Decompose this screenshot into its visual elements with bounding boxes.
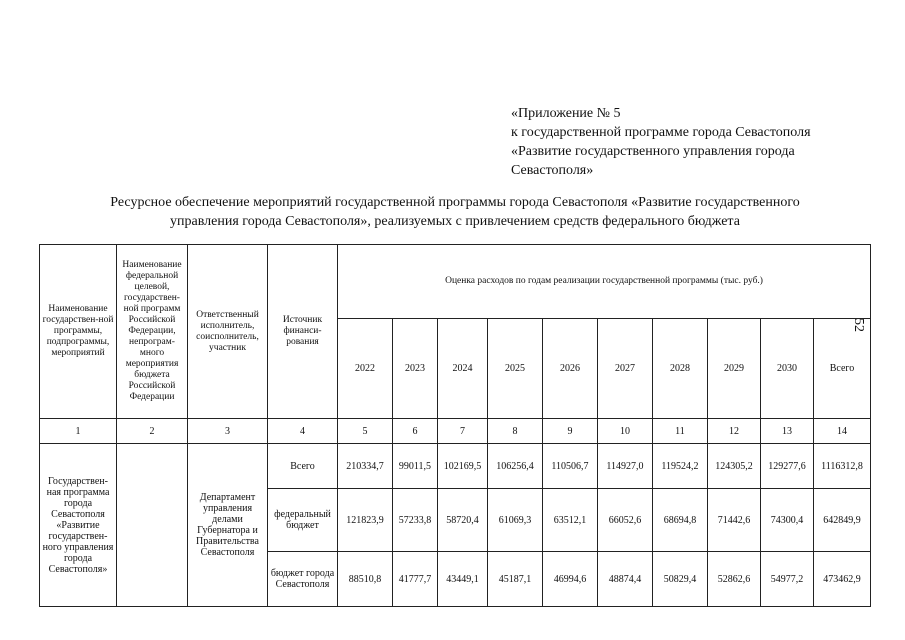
funding-source-cell: федеральный бюджет	[268, 489, 338, 552]
value-cell: 45187,1	[488, 552, 543, 607]
column-number: 11	[653, 419, 708, 444]
title-line-1: Ресурсное обеспечение мероприятий государственной программы города Севастополя «Развитие государственного	[110, 195, 800, 210]
value-cell: 129277,6	[761, 444, 814, 489]
value-cell: 124305,2	[708, 444, 761, 489]
value-cell: 61069,3	[488, 489, 543, 552]
appendix-header	[511, 104, 891, 180]
column-number: 10	[598, 419, 653, 444]
header-funding-source: Источник финанси-рования	[268, 245, 338, 419]
column-number: 12	[708, 419, 761, 444]
resource-table	[39, 244, 871, 607]
document-title	[40, 193, 870, 231]
value-cell: 74300,4	[761, 489, 814, 552]
value-cell: 66052,6	[598, 489, 653, 552]
value-cell: 121823,9	[338, 489, 393, 552]
appendix-line-3: «Развитие государственного управления города	[511, 144, 795, 159]
value-cell: 48874,4	[598, 552, 653, 607]
header-cost-estimate: Оценка расходов по годам реализации государственной программы (тыс. руб.)	[338, 245, 871, 319]
program-name-cell: Государствен-ная программа города Севастополя «Развитие государствен-ного управления города Севастополя»	[40, 444, 117, 607]
value-cell: 88510,8	[338, 552, 393, 607]
funding-source-cell: бюджет города Севастополя	[268, 552, 338, 607]
appendix-line-1: «Приложение № 5	[511, 106, 621, 121]
total-cell: 1116312,8	[814, 444, 871, 489]
header-year: 2026	[543, 319, 598, 419]
column-number: 13	[761, 419, 814, 444]
funding-source-cell: Всего	[268, 444, 338, 489]
column-number: 9	[543, 419, 598, 444]
value-cell: 114927,0	[598, 444, 653, 489]
header-year: 2024	[438, 319, 488, 419]
value-cell: 50829,4	[653, 552, 708, 607]
column-number: 6	[393, 419, 438, 444]
value-cell: 63512,1	[543, 489, 598, 552]
responsible-cell: Департамент управления делами Губернатора и Правительства Севастополя	[188, 444, 268, 607]
appendix-line-2: к государственной программе города Севастополя	[511, 125, 811, 140]
header-year: 2029	[708, 319, 761, 419]
column-number: 1	[40, 419, 117, 444]
value-cell: 119524,2	[653, 444, 708, 489]
total-cell: 642849,9	[814, 489, 871, 552]
header-program-name: Наименование государствен-ной программы, подпрограммы, мероприятий	[40, 245, 117, 419]
value-cell: 57233,8	[393, 489, 438, 552]
header-year: 2023	[393, 319, 438, 419]
value-cell: 68694,8	[653, 489, 708, 552]
table-row	[40, 444, 871, 489]
value-cell: 54977,2	[761, 552, 814, 607]
header-federal-program: Наименование федеральной целевой, государствен-ной программ Российской Федерации, непрограм-много мероприятия бюджета Российской Федерации	[117, 245, 188, 419]
title-line-2: управления города Севастополя», реализуемых с привлечением средств федерального бюджета	[170, 214, 740, 229]
total-cell: 473462,9	[814, 552, 871, 607]
page-number: 52	[851, 318, 866, 332]
value-cell: 58720,4	[438, 489, 488, 552]
appendix-line-4: Севастополя»	[511, 163, 594, 178]
header-year: 2022	[338, 319, 393, 419]
header-year: 2027	[598, 319, 653, 419]
header-year: 2028	[653, 319, 708, 419]
value-cell: 99011,5	[393, 444, 438, 489]
header-total: Всего	[814, 319, 871, 419]
header-year: 2025	[488, 319, 543, 419]
value-cell: 210334,7	[338, 444, 393, 489]
value-cell: 41777,7	[393, 552, 438, 607]
value-cell: 71442,6	[708, 489, 761, 552]
column-number: 7	[438, 419, 488, 444]
column-number: 2	[117, 419, 188, 444]
header-year: 2030	[761, 319, 814, 419]
column-number: 8	[488, 419, 543, 444]
value-cell: 106256,4	[488, 444, 543, 489]
column-number: 4	[268, 419, 338, 444]
value-cell: 102169,5	[438, 444, 488, 489]
column-number: 3	[188, 419, 268, 444]
header-responsible: Ответственный исполнитель, соисполнитель, участник	[188, 245, 268, 419]
federal-program-cell	[117, 444, 188, 607]
value-cell: 43449,1	[438, 552, 488, 607]
value-cell: 46994,6	[543, 552, 598, 607]
value-cell: 52862,6	[708, 552, 761, 607]
value-cell: 110506,7	[543, 444, 598, 489]
column-number: 5	[338, 419, 393, 444]
column-number: 14	[814, 419, 871, 444]
